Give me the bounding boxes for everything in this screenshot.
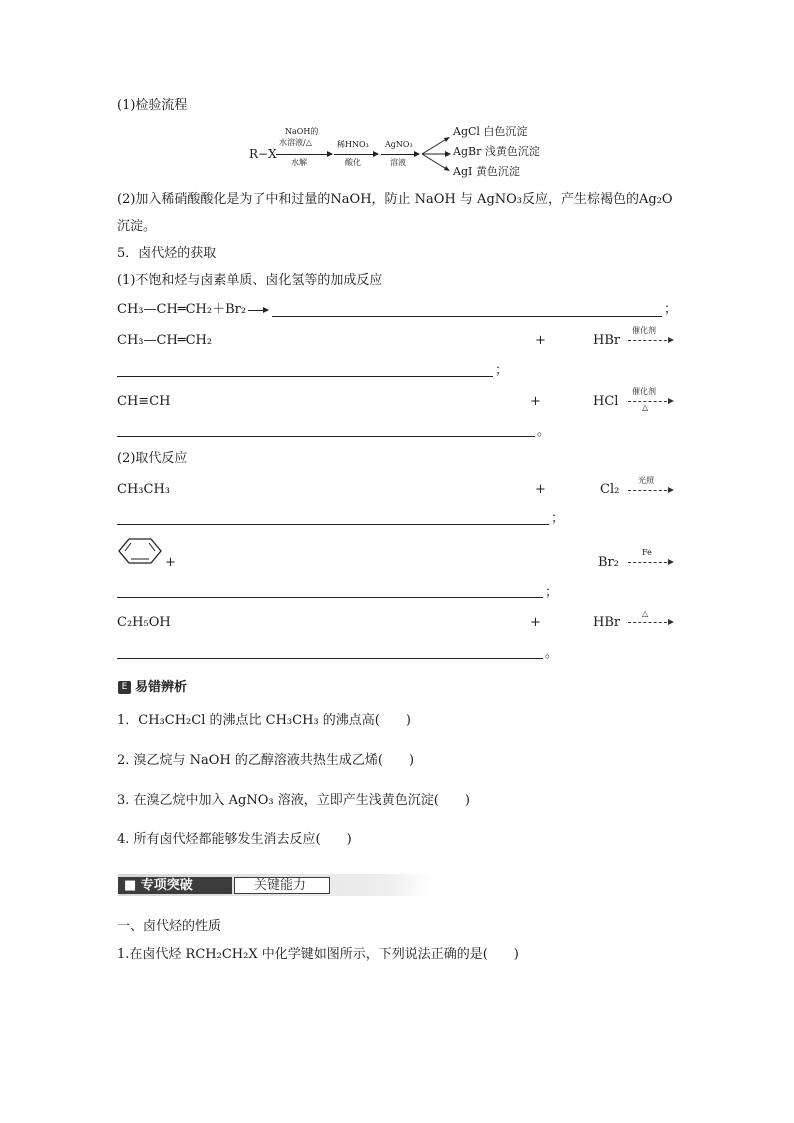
reaction-4-reagent: Cl₂: [600, 482, 620, 497]
reaction-3-plus: +: [530, 394, 541, 409]
reaction-3-condition-top: 催化剂: [632, 387, 656, 396]
flow-step3-top: AgNO₃: [385, 140, 413, 149]
reaction-2-reactant: CH₃—CH═CH₂: [117, 333, 213, 348]
banner-left-label: ■ 专项突破: [124, 878, 193, 893]
reaction-2-reagent: HBr: [593, 333, 621, 348]
reaction-1-end: ；: [664, 302, 678, 317]
reaction-3-reactant: CH≡CH: [117, 394, 171, 409]
reaction-6-condition: △: [642, 609, 649, 618]
section5-title: 5．卤代烃的获取: [117, 246, 217, 261]
reaction-6-reactant: C₂H₅OH: [117, 615, 171, 630]
reaction-3-condition-bottom: △: [642, 403, 649, 412]
reaction-1-arrow: [248, 310, 268, 311]
reaction-4-end: ；: [551, 511, 565, 526]
part1-question-1: 1.在卤代烃 RCH₂CH₂X 中化学键如图所示，下列说法正确的是( ): [117, 947, 519, 962]
reaction-2-end: ；: [495, 363, 509, 378]
flow-title: (1)检验流程: [117, 98, 188, 113]
reaction-5-end: ；: [545, 585, 559, 600]
flow-step3-bottom: 溶液: [390, 158, 406, 167]
flow-branch-arrows: [420, 130, 452, 178]
reaction-3-answer-line: [117, 436, 535, 437]
error-item-3: 3. 在溴乙烷中加入 AgNO₃ 溶液，立即产生浅黄色沉淀( ): [117, 793, 470, 808]
flow-start: R−X: [249, 147, 277, 161]
reaction-6-arrow: [628, 622, 672, 623]
reaction-2-condition: 催化剂: [632, 326, 656, 335]
note-line-1: (2)加入稀硝酸酸化是为了中和过量的NaOH，防止 NaOH 与 AgNO₃反应，产生棕褐色的Ag₂O: [117, 192, 673, 207]
reaction-2-plus: +: [535, 333, 546, 348]
error-item-4: 4. 所有卤代烃都能够发生消去反应( ): [117, 832, 352, 847]
reaction-4-condition: 光照: [638, 476, 654, 485]
flow-result-1: AgCl 白色沉淀: [453, 125, 528, 138]
flow-result-2: AgBr 浅黄色沉淀: [453, 145, 540, 158]
reaction-5-arrow: [628, 562, 672, 563]
reaction-6-end: 。: [545, 646, 559, 661]
reaction-2-arrow: [628, 340, 672, 341]
error-item-1: 1．CH₃CH₂Cl 的沸点比 CH₃CH₃ 的沸点高( ): [117, 713, 411, 728]
flow-step1-bottom: 水解: [291, 158, 307, 167]
section5-sub1: (1)不饱和烃与卤素单质、卤化氢等的加成反应: [117, 273, 383, 288]
banner-right-label: 关键能力: [254, 878, 307, 893]
flow-step1-top2: 水溶液/△: [279, 138, 312, 147]
error-section-heading: 易错辨析: [135, 680, 188, 695]
reaction-3-reagent: HCl: [593, 394, 619, 409]
section5-sub2: (2)取代反应: [117, 451, 188, 466]
reaction-4-answer-line: [117, 524, 549, 525]
reaction-6-reagent: HBr: [593, 615, 621, 630]
reaction-5-plus: +: [165, 555, 176, 570]
reaction-2-answer-line: [117, 376, 493, 377]
reaction-1-reactants: CH₃—CH═CH₂＋Br₂: [117, 302, 247, 317]
flow-arrow-2: [334, 154, 378, 155]
flow-result-3: AgI 黄色沉淀: [453, 165, 520, 178]
reaction-4-reactant: CH₃CH₃: [117, 482, 170, 497]
flow-step1-top1: NaOH的: [285, 127, 319, 136]
reaction-6-plus: +: [530, 615, 541, 630]
note-line-2: 沉淀。: [117, 219, 157, 234]
flow-arrow-3: [381, 154, 419, 155]
reaction-3-arrow: [628, 401, 672, 402]
error-item-2: 2. 溴乙烷与 NaOH 的乙醇溶液共热生成乙烯( ): [117, 753, 415, 768]
benzene-ring-icon: [117, 537, 163, 565]
reaction-5-condition: Fe: [642, 548, 652, 557]
flow-step2-bottom: 酸化: [345, 158, 361, 167]
reaction-6-answer-line: [117, 658, 543, 659]
reaction-1-answer-line: [272, 316, 662, 317]
reaction-4-plus: +: [535, 482, 546, 497]
flow-arrow-1: [276, 154, 332, 155]
reaction-5-answer-line: [117, 597, 543, 598]
flow-step2-top: 稀HNO₃: [337, 140, 369, 149]
error-section-tag-icon: E: [118, 681, 131, 694]
part1-title: 一、卤代烃的性质: [117, 919, 222, 934]
reaction-3-end: 。: [537, 424, 551, 439]
reaction-4-arrow: [628, 490, 672, 491]
reaction-5-reagent: Br₂: [598, 555, 619, 570]
